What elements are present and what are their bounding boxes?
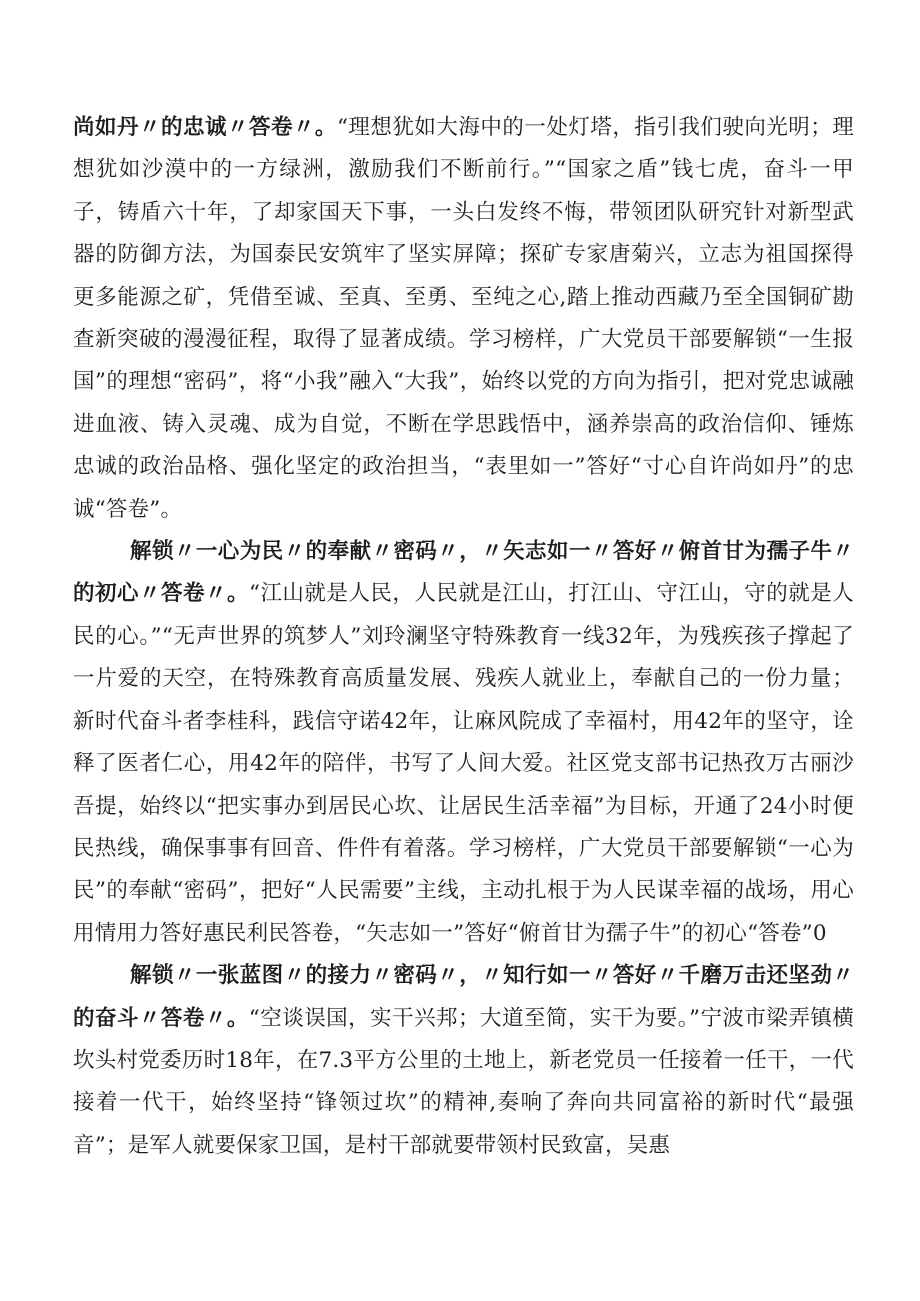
paragraph-1-body: “理想犹如大海中的一处灯塔，指引我们驶向光明；理想犹如沙漠中的一方绿洲，激励我们不断前行。”“国家之盾”钱七虎，奋斗一甲子，铸盾六十年，了却家国天下事，一头白发终不悔，带领团队研究针对新型武器的防御方法，为国泰民安筑牢了坚实屏障；探矿专家唐菊兴，立志为祖国探得更多能源之矿，凭借至诚、至真、至勇、至纯之心,踏上推动西藏乃至全国铜矿勘查新突破的漫漫征程，取得了显著成绩。学习榜样，广大党员干部要解锁“一生报国”的理想“密码”，将“小我”融入“大我”，始终以党的方向为指引，把对党忠诚融进血液、铸入灵魂、成为自觉，不断在学思践悟中，涵养崇高的政治信仰、锤炼忠诚的政治品格、强化坚定的政治担当，“表里如一”答好“寸心自许尚如丹”的忠诚“答卷”。: [73, 115, 854, 522]
paragraph-3-body: “空谈误国，实干兴邦；大道至简，实干为要。”宁波市梁弄镇横坎头村党委历时18年，在7.3平方公里的土地上，新老党员一任接着一任干，一代接着一代干，始终坚持“锋领过坎”的精神,奏响了奔向共同富裕的新时代“最强音”；是军人就要保家卫国，是村干部就要带领村民致富，吴惠: [73, 1005, 854, 1158]
paragraph-3-heading: 解锁〃一张蓝图〃的接力〃密码〃，〃知行如一〃答好〃千磨万击还坚劲〃的奋斗〃答卷〃。: [73, 963, 854, 1031]
paragraph-1: [73, 107, 854, 531]
paragraph-3: [73, 955, 854, 1167]
paragraph-2: [73, 531, 854, 955]
paragraph-2-heading: 解锁〃一心为民〃的奉献〃密码〃，〃矢志如一〃答好〃俯首甘为孺子牛〃的初心〃答卷〃。: [73, 539, 854, 607]
paragraph-1-heading: 尚如丹〃的忠诚〃答卷〃。: [73, 115, 337, 140]
paragraph-2-body: “江山就是人民，人民就是江山，打江山、守江山，守的就是人民的心。”“无声世界的筑梦人”刘玲澜坚守特殊教育一线32年，为残疾孩子撑起了一片爱的天空，在特殊教育高质量发展、残疾人就业上，奉献自己的一份力量；新时代奋斗者李桂科，践信守诺42年，让麻风院成了幸福村，用42年的坚守，诠释了医者仁心，用42年的陪伴，书写了人间大爱。社区党支部书记热孜万古丽沙吾提，始终以“把实事办到居民心坎、让居民生活幸福”为目标，开通了24小时便民热线，确保事事有回音、件件有着落。学习榜样，广大党员干部要解锁“一心为民”的奉献“密码”，把好“人民需要”主线，主动扎根于为人民谋幸福的战场，用心用情用力答好惠民利民答卷，“矢志如一”答好“俯首甘为孺子牛”的初心“答卷”0: [73, 581, 854, 946]
